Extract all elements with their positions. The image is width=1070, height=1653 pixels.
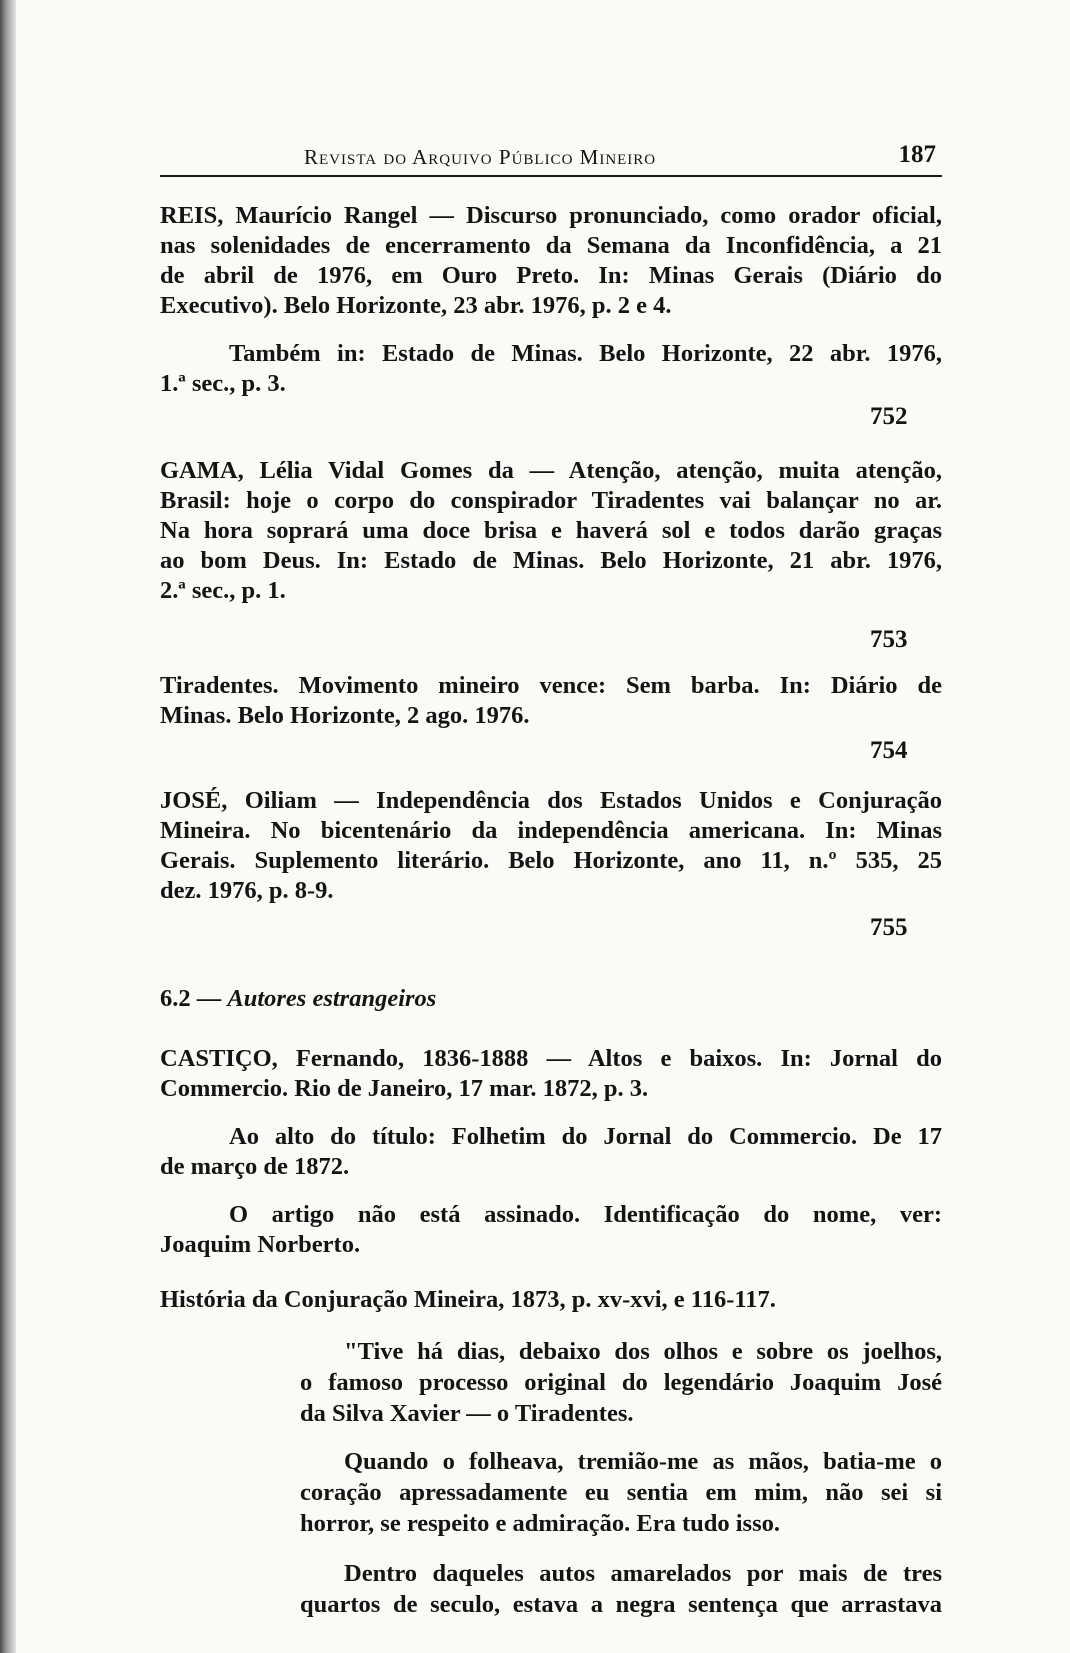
running-title: Revista do Arquivo Público Mineiro <box>304 145 657 169</box>
header-rule <box>160 175 942 177</box>
page-header <box>160 137 942 177</box>
quote-line: quartos de seculo, estava a negra sentença que arrastava <box>300 1591 942 1618</box>
entry-line: Mineira. No bicentenário da independência americana. In: Minas <box>160 817 942 844</box>
quote-line: coração apressadamente eu sentia em mim, não sei si <box>300 1479 942 1506</box>
entry-line: História da Conjuração Mineira, 1873, p. xv-xvi, e 116-117. <box>160 1286 776 1313</box>
section-heading <box>160 987 436 1012</box>
entry-line: Ao alto do título: Folhetim do Jornal do Commercio. De 17 <box>229 1123 942 1150</box>
entry-number: 752 <box>870 403 908 430</box>
entry-line: Minas. Belo Horizonte, 2 ago. 1976. <box>160 702 530 729</box>
entry-line: Tiradentes. Movimento mineiro vence: Sem barba. In: Diário de <box>160 672 942 699</box>
quote-line: o famoso processo original do legendário Joaquim José <box>300 1369 942 1396</box>
entry-line: 2.ª sec., p. 1. <box>160 577 286 604</box>
quote-line: horror, se respeito e admiração. Era tudo isso. <box>300 1510 780 1537</box>
entry-line: Na hora soprará uma doce brisa e haverá sol e todos darão graças <box>160 517 942 544</box>
quote-line: Dentro daqueles autos amarelados por mais de tres <box>344 1560 942 1587</box>
section-title: Autores estrangeiros <box>227 985 437 1012</box>
entry-line: JOSÉ, Oiliam — Independência dos Estados Unidos e Conjuração <box>160 787 942 814</box>
page-binding-edge <box>0 0 16 1653</box>
entry-number: 755 <box>870 914 908 941</box>
quote-line: "Tive há dias, debaixo dos olhos e sobre os joelhos, <box>344 1338 942 1365</box>
section-number: 6.2 — <box>160 985 222 1012</box>
entry-line: 1.ª sec., p. 3. <box>160 370 286 397</box>
entry-line: nas solenidades de encerramento da Semana da Inconfidência, a 21 <box>160 232 942 259</box>
entry-line: dez. 1976, p. 8-9. <box>160 877 334 904</box>
entry-line: Joaquim Norberto. <box>160 1231 361 1258</box>
entry-line: REIS, Maurício Rangel — Discurso pronunciado, como orador oficial, <box>160 202 942 229</box>
entry-line: Também in: Estado de Minas. Belo Horizonte, 22 abr. 1976, <box>229 340 942 367</box>
entry-line: de março de 1872. <box>160 1153 350 1180</box>
entry-line: de abril de 1976, em Ouro Preto. In: Minas Gerais (Diário do <box>160 262 942 289</box>
entry-line: Gerais. Suplemento literário. Belo Horizonte, ano 11, n.º 535, 25 <box>160 847 942 874</box>
quote-line: da Silva Xavier — o Tiradentes. <box>300 1400 634 1427</box>
page-number: 187 <box>898 141 936 168</box>
entry-line: ao bom Deus. In: Estado de Minas. Belo Horizonte, 21 abr. 1976, <box>160 547 942 574</box>
entry-line: O artigo não está assinado. Identificação do nome, ver: <box>229 1201 942 1228</box>
entry-line: Brasil: hoje o corpo do conspirador Tiradentes vai balançar no ar. <box>160 487 942 514</box>
entry-line: Executivo). Belo Horizonte, 23 abr. 1976, p. 2 e 4. <box>160 292 672 319</box>
entry-line: CASTIÇO, Fernando, 1836-1888 — Altos e baixos. In: Jornal do <box>160 1045 942 1072</box>
entry-number: 753 <box>870 626 908 653</box>
entry-line: GAMA, Lélia Vidal Gomes da — Atenção, atenção, muita atenção, <box>160 457 942 484</box>
quote-line: Quando o folheava, tremião-me as mãos, batia-me o <box>344 1448 942 1475</box>
entry-line: Commercio. Rio de Janeiro, 17 mar. 1872, p. 3. <box>160 1075 649 1102</box>
entry-number: 754 <box>870 737 908 764</box>
